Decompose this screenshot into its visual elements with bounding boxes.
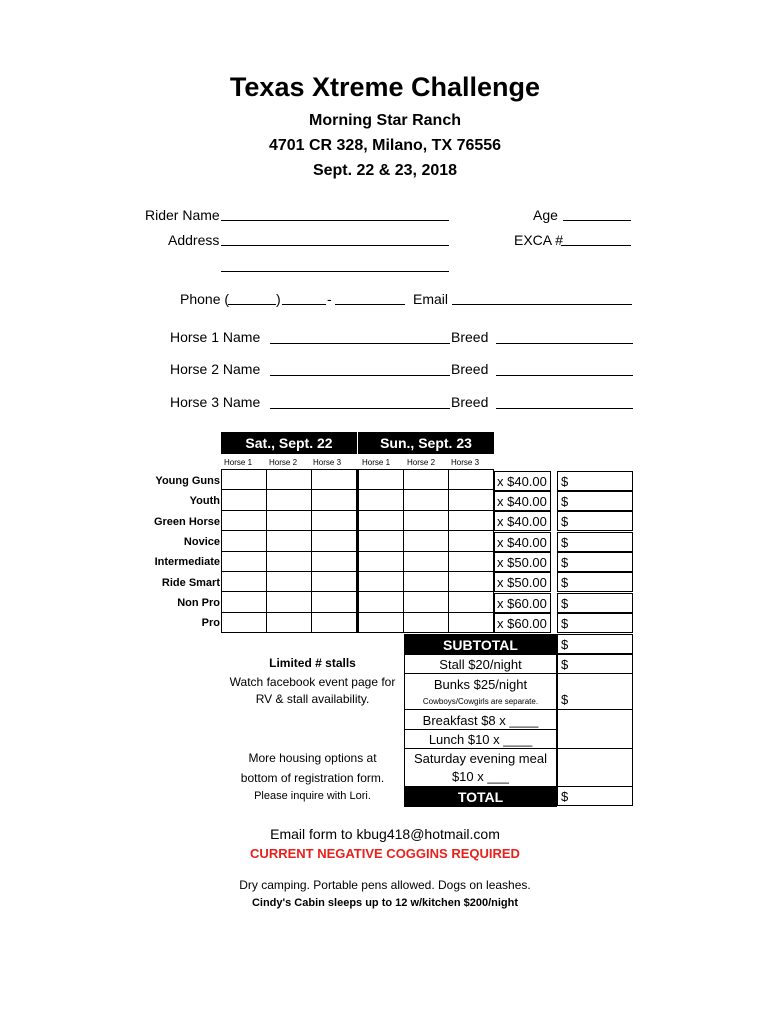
price-cell: x $40.00 <box>494 491 551 511</box>
venue-name: Morning Star Ranch <box>308 112 461 129</box>
category-label: Young Guns <box>155 475 220 487</box>
table-row <box>222 490 494 510</box>
entry-cell[interactable] <box>358 531 404 551</box>
event-dates: Sept. 22 & 23, 2018 <box>312 162 458 179</box>
address-field[interactable] <box>221 245 449 246</box>
housing-note: More housing options at <box>248 751 377 765</box>
entry-cell[interactable] <box>404 510 449 530</box>
price-cell: x $40.00 <box>494 532 551 552</box>
entry-cell[interactable] <box>267 592 312 612</box>
horse1-breed-label: Breed <box>451 329 489 345</box>
phone-label: Phone ( <box>180 291 230 307</box>
address-label: Address <box>168 232 220 248</box>
entry-cell[interactable] <box>404 571 449 591</box>
horse3-name-field[interactable] <box>270 408 450 409</box>
entry-cell[interactable] <box>358 470 404 490</box>
phone-paren: ) <box>276 291 281 307</box>
amount-field[interactable]: $ <box>557 613 633 633</box>
entry-cell[interactable] <box>449 592 494 612</box>
address-field-2[interactable] <box>221 271 449 272</box>
email-instructions: Email form to kbug418@hotmail.com <box>270 826 500 842</box>
entry-cell[interactable] <box>267 531 312 551</box>
age-label: Age <box>533 207 558 223</box>
entry-cell[interactable] <box>404 612 449 632</box>
horse3-breed-field[interactable] <box>496 408 633 409</box>
table-row <box>222 571 494 591</box>
bunks-label: Bunks $25/night <box>433 677 528 692</box>
amount-field[interactable]: $ <box>557 593 633 613</box>
entry-cell[interactable] <box>358 490 404 510</box>
entry-cell[interactable] <box>312 490 358 510</box>
entry-cell[interactable] <box>222 490 267 510</box>
entry-cell[interactable] <box>449 551 494 571</box>
entry-cell[interactable] <box>267 510 312 530</box>
entry-cell[interactable] <box>312 592 358 612</box>
rider-name-label: Rider Name <box>145 207 220 223</box>
table-row <box>222 592 494 612</box>
amount-field[interactable]: $ <box>557 491 633 511</box>
camping-notice: Dry camping. Portable pens allowed. Dogs on leashes. <box>239 878 531 892</box>
bunks-box <box>404 673 557 710</box>
entry-cell[interactable] <box>267 571 312 591</box>
entry-cell[interactable] <box>449 612 494 632</box>
phone-dash: - <box>327 291 332 307</box>
dinner-box <box>404 748 557 787</box>
col-horse-label: Horse 2 <box>407 458 436 467</box>
entry-cell[interactable] <box>312 612 358 632</box>
horse2-name-field[interactable] <box>270 375 450 376</box>
entry-cell[interactable] <box>404 551 449 571</box>
housing-note: bottom of registration form. <box>240 771 385 785</box>
col-horse-label: Horse 1 <box>362 458 391 467</box>
price-cell: x $50.00 <box>494 572 551 592</box>
entry-grid <box>221 469 494 633</box>
entry-cell[interactable] <box>449 531 494 551</box>
entry-cell[interactable] <box>449 571 494 591</box>
category-label: Non Pro <box>177 597 220 609</box>
entry-cell[interactable] <box>222 470 267 490</box>
saturday-header: Sat., Sept. 22 <box>221 432 357 454</box>
housing-note: Please inquire with Lori. <box>254 790 371 802</box>
table-row <box>222 531 494 551</box>
category-label: Novice <box>183 536 220 548</box>
email-label: Email <box>413 291 449 307</box>
entry-cell[interactable] <box>222 612 267 632</box>
venue-address: 4701 CR 328, Milano, TX 76556 <box>268 137 502 154</box>
sunday-header: Sun., Sept. 23 <box>358 432 494 454</box>
entry-cell[interactable] <box>267 490 312 510</box>
horse1-label: Horse 1 Name <box>170 329 261 345</box>
total-label: TOTAL <box>404 786 557 807</box>
price-cell: x $40.00 <box>494 471 551 491</box>
entry-cell[interactable] <box>449 470 494 490</box>
exca-field[interactable] <box>561 245 631 246</box>
phone-number-field[interactable] <box>335 304 405 305</box>
entry-cell[interactable] <box>222 531 267 551</box>
horse1-breed-field[interactable] <box>496 343 633 344</box>
amount-field[interactable]: $ <box>557 532 633 552</box>
breakfast-label: Breakfast $8 x ____ <box>404 709 557 730</box>
table-row <box>222 612 494 632</box>
stall-amount-field[interactable]: $ <box>557 654 633 674</box>
entry-cell[interactable] <box>358 612 404 632</box>
entry-cell[interactable] <box>404 470 449 490</box>
price-cell: x $60.00 <box>494 613 551 633</box>
category-label: Pro <box>201 617 220 629</box>
horse1-name-field[interactable] <box>270 343 450 344</box>
entry-cell[interactable] <box>312 571 358 591</box>
horse3-breed-label: Breed <box>451 394 489 410</box>
entry-cell[interactable] <box>267 612 312 632</box>
subtotal-label: SUBTOTAL <box>404 634 557 655</box>
horse2-label: Horse 2 Name <box>170 361 261 377</box>
stalls-title: Limited # stalls <box>269 656 356 670</box>
entry-cell[interactable] <box>222 571 267 591</box>
entry-cell[interactable] <box>358 571 404 591</box>
entry-cell[interactable] <box>222 510 267 530</box>
col-horse-label: Horse 3 <box>451 458 480 467</box>
dinner-amount-field[interactable] <box>557 748 633 787</box>
dinner-label: Saturday evening meal <box>414 751 547 766</box>
entry-cell[interactable] <box>267 470 312 490</box>
col-horse-label: Horse 2 <box>269 458 298 467</box>
entry-cell[interactable] <box>449 510 494 530</box>
col-horse-label: Horse 3 <box>313 458 342 467</box>
entry-cell[interactable] <box>358 551 404 571</box>
entry-cell[interactable] <box>358 592 404 612</box>
price-cell: x $40.00 <box>494 511 551 531</box>
entry-cell[interactable] <box>449 490 494 510</box>
lunch-label: Lunch $10 x ____ <box>404 729 557 749</box>
price-cell: x $50.00 <box>494 552 551 572</box>
horse3-label: Horse 3 Name <box>170 394 261 410</box>
table-row <box>222 551 494 571</box>
rider-name-field[interactable] <box>221 220 449 221</box>
entry-cell[interactable] <box>358 510 404 530</box>
price-cell: x $60.00 <box>494 593 551 613</box>
horse2-breed-field[interactable] <box>496 375 633 376</box>
total-amount-field[interactable]: $ <box>557 786 633 806</box>
entry-cell[interactable] <box>404 490 449 510</box>
dinner-price: $10 x ___ <box>451 769 510 784</box>
form-title: Texas Xtreme Challenge <box>229 72 541 102</box>
email-field[interactable] <box>452 304 632 305</box>
exca-label: EXCA # <box>514 232 564 248</box>
phone-area-field[interactable] <box>228 304 276 305</box>
entry-cell[interactable] <box>404 531 449 551</box>
category-label: Youth <box>189 495 220 507</box>
table-row <box>222 510 494 530</box>
category-label: Ride Smart <box>161 577 220 589</box>
amount-field[interactable]: $ <box>557 511 633 531</box>
age-field[interactable] <box>563 220 631 221</box>
bunks-amount-field[interactable]: $ <box>557 673 633 710</box>
stalls-note: Watch facebook event page for <box>229 675 396 689</box>
amount-field[interactable]: $ <box>557 471 633 491</box>
category-label: Intermediate <box>154 556 220 568</box>
stalls-note: RV & stall availability. <box>255 692 370 706</box>
phone-prefix-field[interactable] <box>282 304 326 305</box>
entry-cell[interactable] <box>312 551 358 571</box>
entry-cell[interactable] <box>404 592 449 612</box>
subtotal-amount-field[interactable]: $ <box>557 634 633 654</box>
amount-field[interactable]: $ <box>557 572 633 592</box>
coggins-notice: CURRENT NEGATIVE COGGINS REQUIRED <box>250 846 520 861</box>
entry-cell[interactable] <box>222 551 267 571</box>
amount-field[interactable]: $ <box>557 552 633 572</box>
category-label: Green Horse <box>153 516 220 528</box>
horse2-breed-label: Breed <box>451 361 489 377</box>
meals-amount-field[interactable] <box>557 709 633 749</box>
cabin-notice: Cindy's Cabin sleeps up to 12 w/kitchen $200/night <box>251 897 519 909</box>
entry-cell[interactable] <box>222 592 267 612</box>
col-horse-label: Horse 1 <box>224 458 253 467</box>
bunks-note: Cowboys/Cowgirls are separate. <box>422 697 539 706</box>
stall-label: Stall $20/night <box>404 654 557 674</box>
entry-cell[interactable] <box>312 470 358 490</box>
entry-cell[interactable] <box>312 531 358 551</box>
entry-cell[interactable] <box>312 510 358 530</box>
entry-cell[interactable] <box>267 551 312 571</box>
table-row <box>222 470 494 490</box>
